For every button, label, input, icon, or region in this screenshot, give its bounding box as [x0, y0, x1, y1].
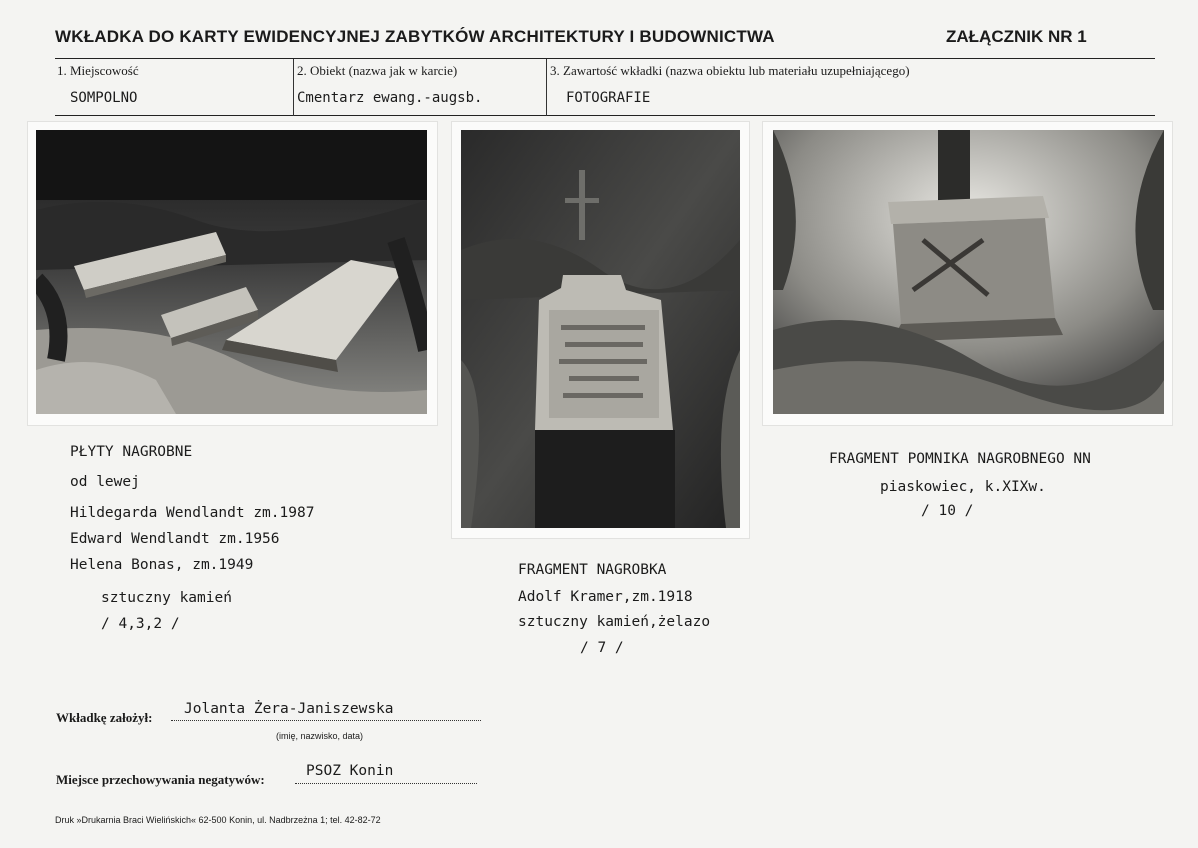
object-label: 2. Obiekt (nazwa jak w karcie) [297, 63, 458, 78]
founder-hint: (imię, nazwisko, data) [276, 731, 364, 741]
founder-value: Jolanta Żera-Janiszewska [184, 701, 394, 717]
caption-3-line-1: FRAGMENT POMNIKA NAGROBNEGO NN [829, 451, 1091, 467]
caption-1-line-4: Edward Wendlandt zm.1956 [70, 531, 280, 547]
founder-label: Wkładkę założył: [56, 710, 153, 725]
photo-monument-fragment [773, 130, 1164, 414]
field-divider-1 [293, 59, 294, 116]
field-divider-2 [546, 59, 547, 116]
caption-3-photo-number: / 10 / [921, 503, 974, 519]
document-title: WKŁADKA DO KARTY EWIDENCYJNEJ ZABYTKÓW ARCHITEKTURY I BUDOWNICTWA [55, 27, 775, 46]
caption-3-line-2: piaskowiec, k.XIXw. [880, 479, 1046, 495]
caption-1-line-1: PŁYTY NAGROBNE [70, 444, 193, 460]
print-info: Druk »Drukarnia Braci Wielińskich« 62-500 Konin, ul. Nadbrzeżna 1; tel. 42-82-72 [55, 815, 381, 825]
caption-1-line-3: Hildegarda Wendlandt zm.1987 [70, 505, 315, 521]
caption-2-line-2: Adolf Kramer,zm.1918 [518, 589, 693, 605]
photo-grave-fragment [461, 130, 740, 528]
caption-2-line-3: sztuczny kamień,żelazo [518, 614, 711, 630]
photo-grave-slabs [36, 130, 427, 414]
locality-label: 1. Miejscowość [57, 63, 139, 78]
caption-2-photo-number: / 7 / [580, 640, 624, 656]
content-value: FOTOGRAFIE [566, 90, 651, 106]
object-value: Cmentarz ewang.-augsb. [297, 90, 483, 106]
content-label: 3. Zawartość wkładki (nazwa obiektu lub materiału uzupełniającego) [550, 63, 910, 78]
caption-1-photo-number: / 4,3,2 / [101, 616, 180, 632]
caption-1-line-2: od lewej [70, 474, 140, 490]
annex-number: ZAŁĄCZNIK NR 1 [946, 27, 1087, 46]
negatives-label: Miejsce przechowywania negatywów: [56, 772, 265, 787]
header-rule-bottom [55, 115, 1155, 116]
caption-1-material: sztuczny kamień [101, 590, 232, 606]
locality-value: SOMPOLNO [70, 90, 138, 106]
caption-1-line-5: Helena Bonas, zm.1949 [70, 557, 254, 573]
negatives-value: PSOZ Konin [306, 763, 394, 779]
header-rule-top [55, 58, 1155, 59]
caption-2-line-1: FRAGMENT NAGROBKA [518, 562, 667, 578]
